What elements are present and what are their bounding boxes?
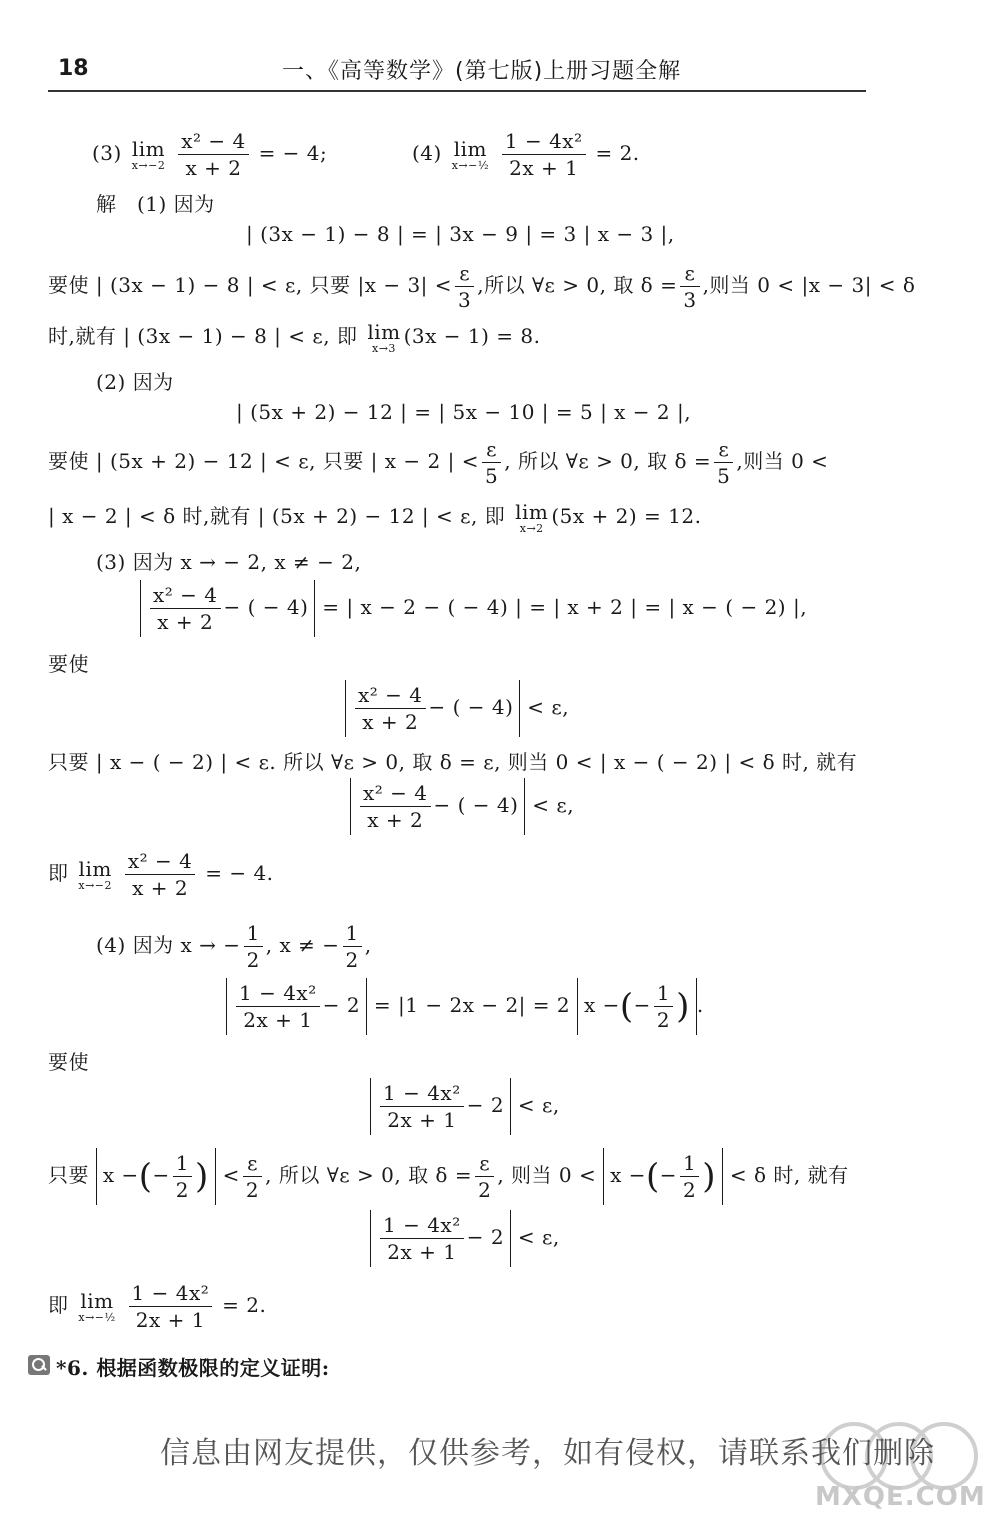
watermark-site: MXQE.COM — [815, 1482, 986, 1512]
watermark-notice: 信息由网友提供，仅供参考，如有侵权，请联系我们删除 — [160, 1436, 935, 1471]
solution-1-heading: 解 (1) 因为 — [96, 192, 215, 216]
fraction: $\frac{\text{1 − 4x²}}{2x + 1}$ — [129, 1280, 213, 1333]
limit-operator: lim x→−½ — [451, 136, 490, 172]
problem-4-label: (4) — [412, 141, 442, 165]
limit-operator: lim x→−2 — [131, 136, 166, 172]
absolute-value: $\frac{\text{x² − 4}}{x + 2}$ − ( − 4) — [345, 680, 520, 737]
solution-2-line-b: | x − 2 | < δ 时,就有 | (5x + 2) − 12 | < ε, 即 lim x→2 (5x + 2) = 12. — [48, 499, 702, 535]
absolute-value: $\frac{\text{x² − 4}}{x + 2}$ − ( − 4) — [140, 580, 315, 637]
solution-4-inequality: $\frac{\text{1 − 4x²}}{2x + 1}$ − 2 < ε, — [370, 1078, 560, 1135]
fraction: $\frac{\text{1 − 4x²}}{2x + 1}$ — [502, 128, 586, 181]
solution-2-equation: | (5x + 2) − 12 | = | 5x − 10 | = 5 | x − 2 |, — [236, 400, 692, 424]
solution-3-heading: (3) 因为 x → − 2, x ≠ − 2, — [96, 550, 362, 574]
solution-2-heading: (2) 因为 — [96, 370, 174, 394]
problem-6-heading: *6. 根据函数极限的定义证明: — [56, 1356, 330, 1380]
problem-4-statement: (4) lim x→−½ $\frac{\text{1 − 4x²}}{2x + 1}$ = 2. — [412, 129, 640, 180]
page-number: 18 — [58, 56, 89, 81]
solution-4-heading: (4) 因为 x → − $\frac{1}{2}$ , x ≠ − $\frac{1}{2}$ , — [96, 921, 372, 972]
absolute-value: $\frac{\text{1 − 4x²}}{2x + 1}$ − 2 — [370, 1210, 511, 1267]
solution-3-inequality: $\frac{\text{x² − 4}}{x + 2}$ − ( − 4) < ε, — [345, 680, 569, 737]
solution-1-line-b: 时,就有 | (3x − 1) − 8 | < ε, 即 lim x→3 (3x − 1) = 8. — [48, 319, 541, 355]
search-icon — [28, 1355, 50, 1375]
running-title: 一、《高等数学》(第七版)上册习题全解 — [282, 59, 682, 84]
absolute-value: x −(− $\frac{1}{2}$ ) — [577, 978, 697, 1035]
fraction: $\frac{\varepsilon}{2}$ — [243, 1150, 262, 1203]
fraction: $\frac{1}{2}$ — [343, 920, 362, 973]
fraction: $\frac{\varepsilon}{5}$ — [714, 436, 733, 489]
fraction: $\frac{1}{2}$ — [244, 920, 263, 973]
header-rule — [48, 90, 866, 92]
solution-3-inequality-2: $\frac{\text{x² − 4}}{x + 2}$ − ( − 4) < ε, — [350, 778, 574, 835]
solution-4-conclusion: 即 lim x→−½ $\frac{\text{1 − 4x²}}{2x + 1}$ = 2. — [48, 1281, 267, 1332]
solution-1-line-a: 要使 | (3x − 1) − 8 | < ε, 只要 |x − 3| < $\frac{\varepsilon}{3}$ ,所以 ∀ε > 0, 取 δ = $\frac{\varepsilon}{3}$ ,则当 0 < |x − 3| < δ — [48, 261, 916, 312]
fraction: $\frac{\varepsilon}{2}$ — [475, 1150, 494, 1203]
solution-1-equation: | (3x − 1) − 8 | = | 3x − 9 | = 3 | x − 3 |, — [246, 222, 675, 246]
solution-3-conclusion: 即 lim x→−2 $\frac{\text{x² − 4}}{x + 2}$ = − 4. — [48, 849, 274, 900]
fraction: $\frac{\varepsilon}{3}$ — [680, 260, 699, 313]
fraction: $\frac{\text{x² − 4}}{x + 2}$ — [178, 128, 249, 181]
solution-2-line-a: 要使 | (5x + 2) − 12 | < ε, 只要 | x − 2 | < $\frac{\varepsilon}{5}$ , 所以 ∀ε > 0, 取 δ = $\frac{\varepsilon}{5}$ ,则当 0 < — [48, 437, 829, 488]
solution-4-equation: $\frac{\text{1 − 4x²}}{2x + 1}$ − 2 = |1 − 2x − 2| = 2 x −(− $\frac{1}{2}$ ) . — [226, 978, 704, 1035]
limit-operator: lim x→3 — [367, 319, 401, 355]
solution-4-line-a: 只要 x −(− $\frac{1}{2}$ ) < $\frac{\varepsilon}{2}$ , 所以 ∀ε > 0, 取 δ = $\frac{\varepsilon}{2}$ , 则当 0 < x −(− $\frac{1}{2}$ ) < δ 时, 就有 — [48, 1148, 849, 1205]
limit-operator: lim x→2 — [515, 499, 549, 535]
solution-4-inequality-2: $\frac{\text{1 − 4x²}}{2x + 1}$ − 2 < ε, — [370, 1210, 560, 1267]
absolute-value: $\frac{\text{x² − 4}}{x + 2}$ − ( − 4) — [350, 778, 525, 835]
solution-3-equation: $\frac{\text{x² − 4}}{x + 2}$ − ( − 4) = | x − 2 − ( − 4) | = | x + 2 | = | x − ( − 2) |, — [140, 580, 807, 637]
problem-3-statement: (3) lim x→−2 $\frac{\text{x² − 4}}{x + 2}$ = − 4; — [92, 129, 328, 180]
limit-operator: lim x→−2 — [78, 856, 112, 892]
absolute-value: x −(− $\frac{1}{2}$ ) — [603, 1148, 723, 1205]
absolute-value: x −(− $\frac{1}{2}$ ) — [96, 1148, 216, 1205]
limit-operator: lim x→−½ — [78, 1288, 116, 1324]
fraction: $\frac{\varepsilon}{5}$ — [482, 436, 501, 489]
absolute-value: $\frac{\text{1 − 4x²}}{2x + 1}$ − 2 — [370, 1078, 511, 1135]
fraction: $\frac{\varepsilon}{3}$ — [455, 260, 474, 313]
fraction: $\frac{\text{x² − 4}}{x + 2}$ — [125, 848, 196, 901]
solution-3-yaoshi: 要使 — [48, 652, 89, 676]
problem-3-label: (3) — [92, 141, 122, 165]
solution-3-line-a: 只要 | x − ( − 2) | < ε. 所以 ∀ε > 0, 取 δ = ε, 则当 0 < | x − ( − 2) | < δ 时, 就有 — [48, 750, 858, 774]
solution-4-yaoshi: 要使 — [48, 1050, 89, 1074]
absolute-value: $\frac{\text{1 − 4x²}}{2x + 1}$ − 2 — [226, 978, 367, 1035]
